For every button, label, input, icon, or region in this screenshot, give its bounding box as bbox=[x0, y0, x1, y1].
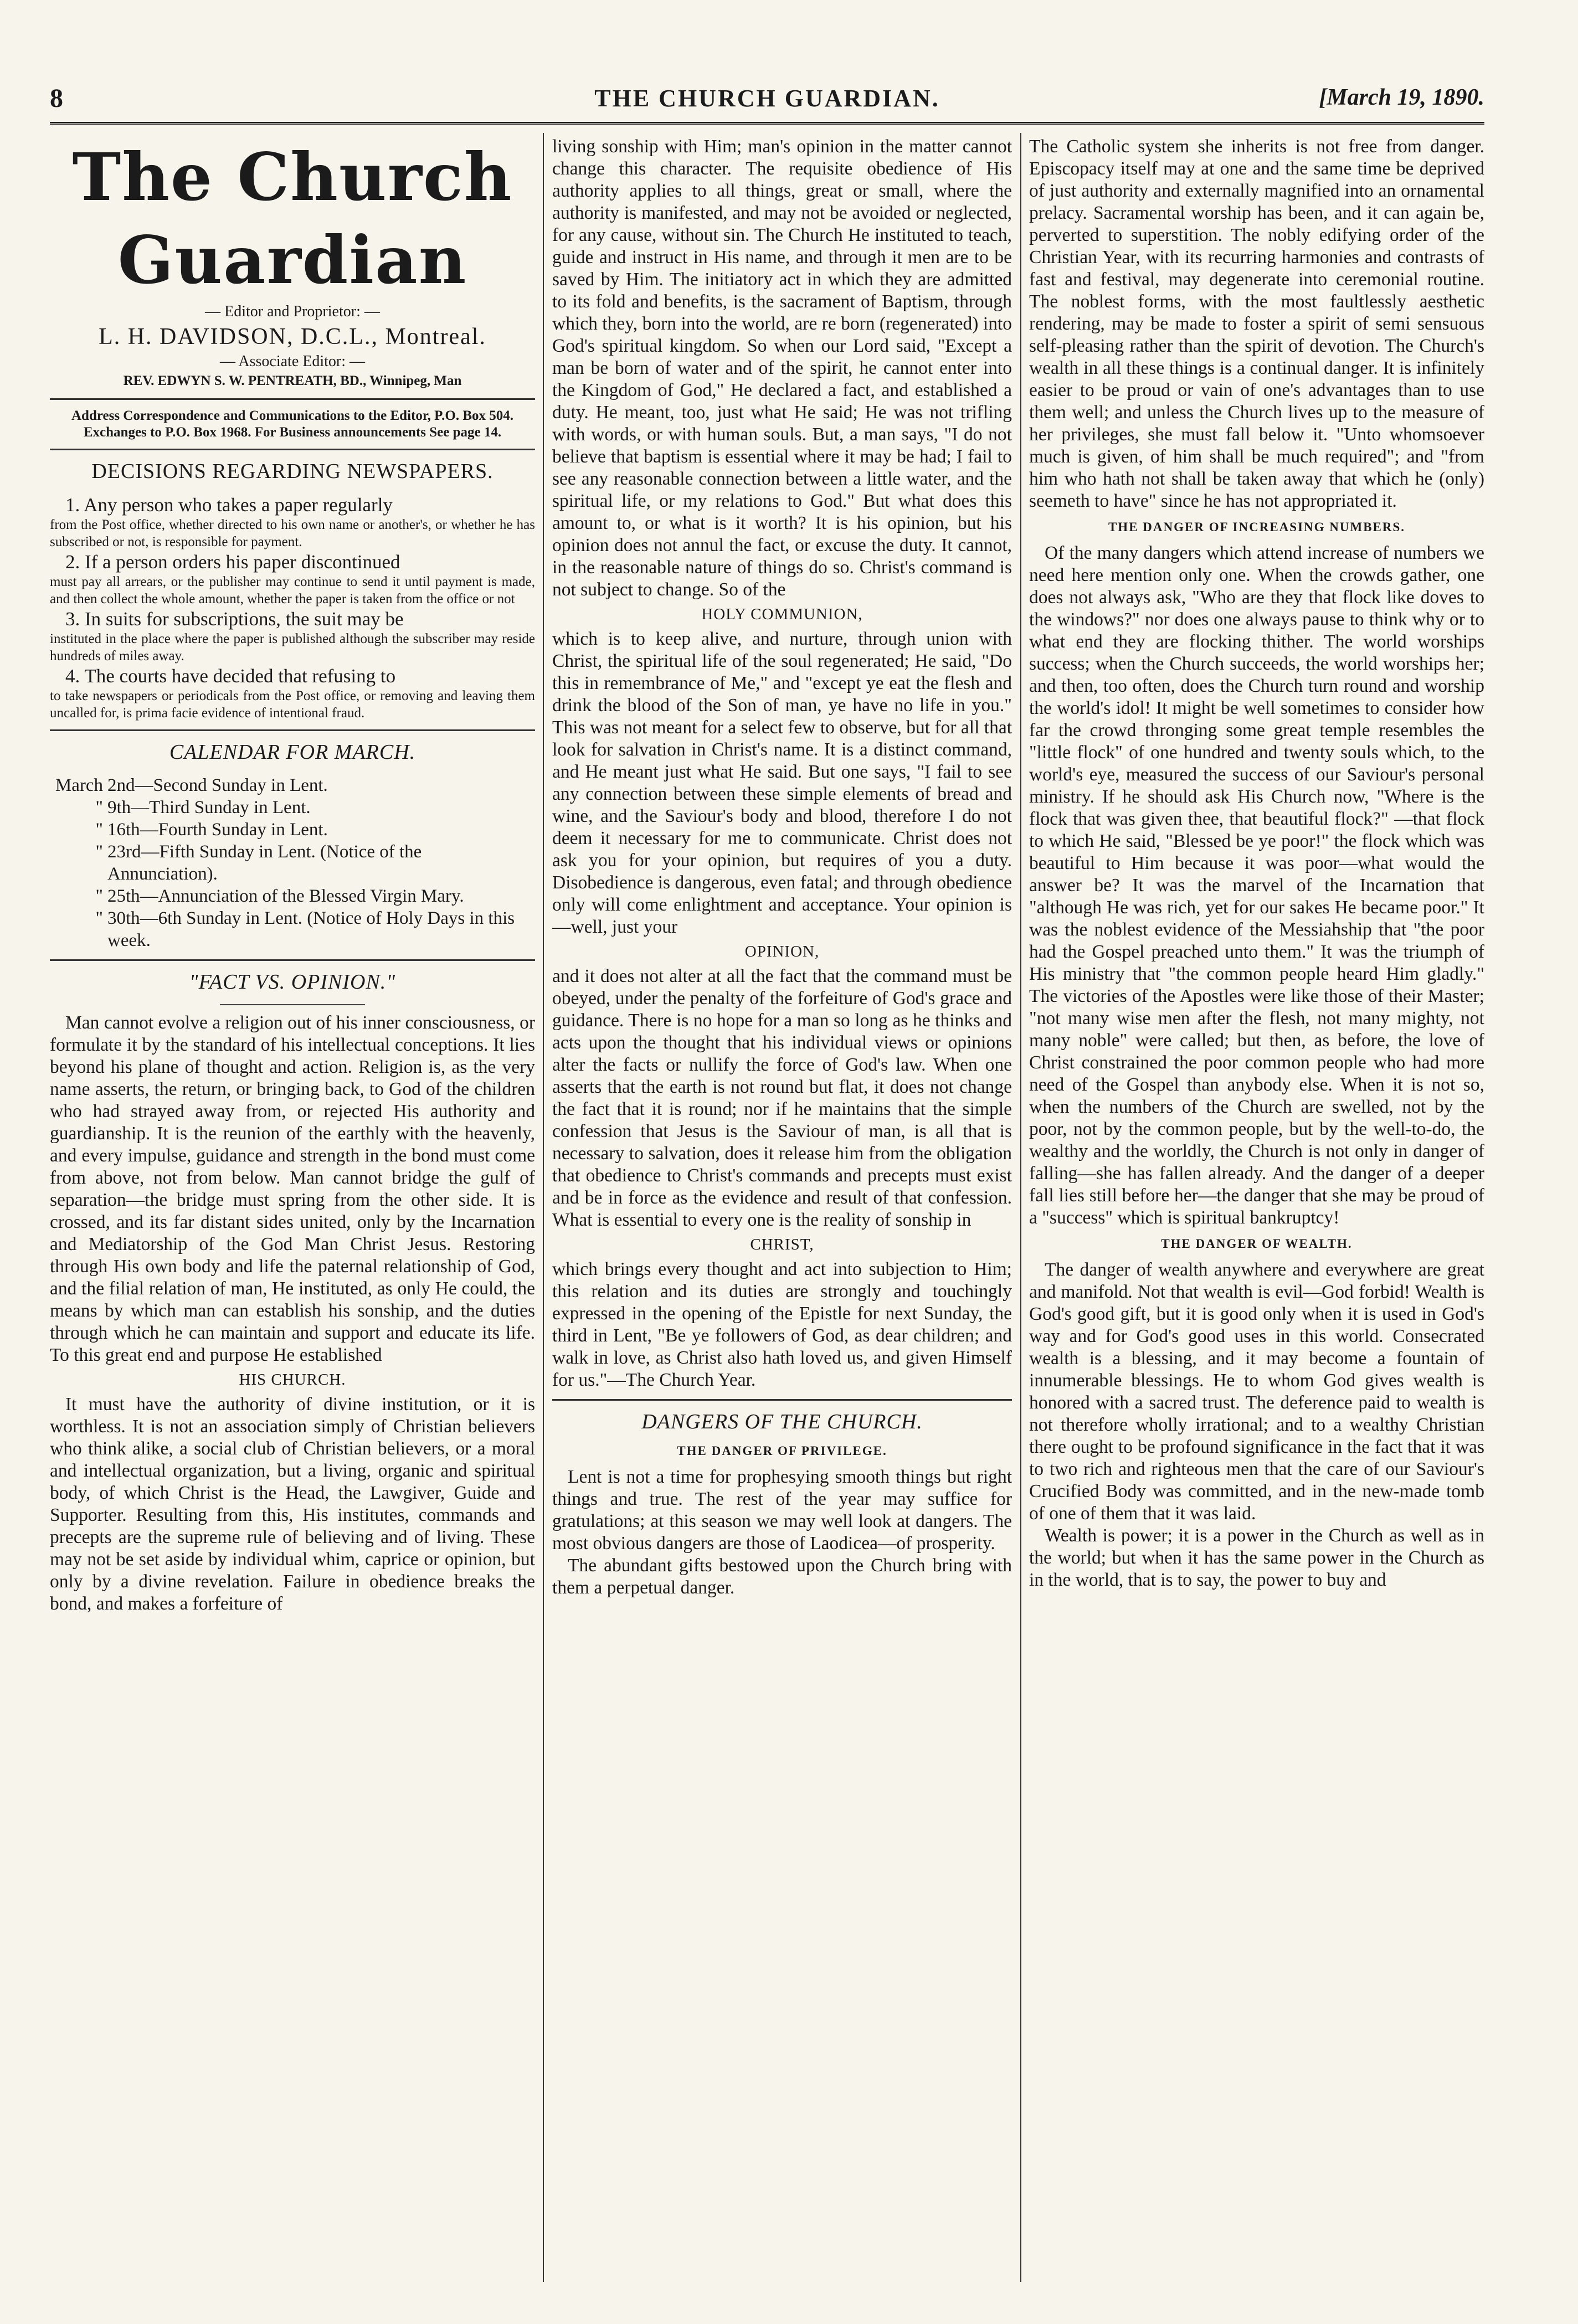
article-paragraph: The danger of wealth anywhere and everywhere are great and manifold. Not that wealth is evil—God forbid! Wealth is God's good gift, but it is good only when it is used in God's way and for God's good uses in this world. Consecrated wealth is a blessing, and it may become a fountain of innumerable blessings. He to whom God gives wealth is honored with a sacred trust. The deference paid to wealth is not therefore wholly irrational; and to a wealthy Christian there ought to be profound significance in the fact that it was to two rich and righteous men that the care of our Saviour's Crucified Body was committed, and in the new-made tomb of one of them that it was laid. bbox=[1029, 1259, 1484, 1524]
page-number: 8 bbox=[50, 84, 63, 113]
article-paragraph: which brings every thought and act into subjection to Him; this relation and its duties are strongly and touchingly expressed in the opening of the Epistle for next Sunday, the third in Lent, "Be ye followers of God, as dear children; and walk in love, as Christ also hath loved us, and given Himself for us."—The Church Year. bbox=[552, 1259, 1012, 1390]
decision-3-lead: 3. In suits for subscriptions, the suit may be bbox=[65, 608, 404, 630]
subheading-christ: CHRIST, bbox=[750, 1236, 814, 1253]
calendar-entry bbox=[50, 907, 535, 952]
decision-1-text: from the Post office, whether directed to his own name or another's, or whether he has subscribed or not, is responsible for payment. bbox=[50, 517, 535, 549]
decision-3-text: instituted in the place where the paper is published although the subscriber may reside hundreds of miles away. bbox=[50, 631, 535, 664]
calendar-month: " bbox=[95, 908, 103, 928]
article-paragraph: It must have the authority of divine institution, or it is worthless. It is not an association simply of Christian believers who think alike, a social club of Christian believers, or a moral and intellectual organization, but a living, organic and spiritual body, of which Christ is the Head, the Lawgiver, Guide and Supporter. Resulting from this, His institutes, commands and precepts are the supreme rule of believing and of living. These may not be set aside by individual whim, caprice or opinion, but only by a divine revelation. Failure in obedience breaks the bond, and makes a forfeiture of bbox=[50, 1394, 535, 1614]
calendar-month: " bbox=[95, 842, 103, 862]
decisions-heading: DECISIONS REGARDING NEWSPAPERS. bbox=[91, 460, 494, 483]
subheading-opinion: OPINION, bbox=[744, 943, 820, 960]
subheading-increasing-numbers: THE DANGER OF INCREASING NUMBERS. bbox=[1108, 520, 1406, 534]
page-header bbox=[50, 83, 1484, 125]
column-1 bbox=[50, 136, 535, 2279]
subheading-his-church: HIS CHURCH. bbox=[239, 1371, 346, 1389]
divider bbox=[50, 398, 535, 400]
divider bbox=[552, 1399, 1012, 1401]
calendar-text: 23rd—Fifth Sunday in Lent. (Notice of the Annunciation). bbox=[107, 842, 422, 884]
article-paragraph: and it does not alter at all the fact that the command must be obeyed, under the penalty of the forfeiture of God's grace and guidance. There is no hope for a man so long as he thinks and acts upon the thought that his individual views or opinions alter the facts or nullify the force of God's law. When one asserts that the earth is not round but flat, it does not change the fact that it is round; nor if he maintains that the simple confession that Jesus is the Saviour of man, is all that is necessary to salvation, does it release him from the obligation that obedience to Christ's commands and precepts must exist and be in force as the evidence and result of that confession. What is essential to every one is the reality of sonship in bbox=[552, 966, 1012, 1230]
article-paragraph: The abundant gifts bestowed upon the Church bring with them a perpetual danger. bbox=[552, 1555, 1012, 1598]
calendar-entry bbox=[50, 774, 535, 796]
associate-role: — Associate Editor: — bbox=[219, 353, 366, 370]
issue-date: [March 19, 1890. bbox=[1319, 85, 1484, 110]
divider bbox=[50, 959, 535, 961]
calendar-month: " bbox=[95, 820, 103, 840]
fact-vs-opinion-heading: "FACT VS. OPINION." bbox=[189, 970, 396, 994]
decision-2-lead: 2. If a person orders his paper discontinued bbox=[65, 551, 400, 573]
calendar-text: 25th—Annunciation of the Blessed Virgin Mary. bbox=[107, 886, 464, 906]
calendar-text: 30th—6th Sunday in Lent. (Notice of Holy Days in this week. bbox=[107, 908, 515, 950]
article-paragraph: Lent is not a time for prophesying smooth things but right things and true. The rest of the year may suffice for gratulations; at this season we may well look at dangers. The most obvious dangers are those of Laodicea—of prosperity. bbox=[552, 1467, 1012, 1554]
calendar-entry bbox=[50, 841, 535, 885]
calendar-entry bbox=[50, 819, 535, 841]
article-paragraph: The Catholic system she inherits is not free from danger. Episcopacy itself may at one and the same time be deprived of just authority and externally magnified into an ornamental prelacy. Sacramental worship has been, and it can again be, perverted to superstition. The nobly edifying order of the Christian Year, with its recurring harmonies and contrasts of fast and festival, may degenerate into ceremonial routine. The noblest forms, with the most faultlessly aesthetic rendering, may be made to foster a spirit of semi sensuous self-pleasing rather than the spirit of devotion. The Church's wealth in all these things is a continual danger. It is infinitely easier to be proud or vain of one's advantages than to use them well; and unless the Church lives up to the measure of her privileges, she must fall below it. "Unto whomsoever much is given, of him shall be much required"; and "from him who hath not shall be taken away that which he (only) seemeth to have" since he has not appropriated it. bbox=[1029, 136, 1484, 511]
running-title: THE CHURCH GUARDIAN. bbox=[594, 85, 940, 112]
decision-4-text: to take newspapers or periodicals from the Post office, or removing and leaving them uncalled for, is prima facie evidence of intentional fraud. bbox=[50, 688, 535, 721]
contact-address: Address Correspondence and Communications to the Editor, P.O. Box 504. Exchanges to P.O. Box 1968. For Business announcements See page 14. bbox=[71, 408, 513, 440]
subheading-wealth: THE DANGER OF WEALTH. bbox=[1161, 1237, 1353, 1251]
editor-role: — Editor and Proprietor: — bbox=[205, 303, 380, 320]
calendar-entry bbox=[50, 796, 535, 819]
divider bbox=[50, 729, 535, 731]
column-2 bbox=[552, 136, 1012, 2279]
calendar-month: March bbox=[55, 775, 103, 795]
associate-name: REV. EDWYN S. W. PENTREATH, BD., Winnipeg, Man bbox=[123, 373, 462, 388]
calendar-list bbox=[50, 774, 535, 952]
dangers-heading: DANGERS OF THE CHURCH. bbox=[641, 1410, 923, 1433]
article-paragraph: which is to keep alive, and nurture, through union with Christ, the spiritual life of the soul regenerated; He said, "Do this in remembrance of Me," and "except ye eat the flesh and drink the blood of the Son of man, ye have no life in you." This was not meant for a select few to observe, but for all that look for salvation in Christ's name. It is a distinct command, and He meant just what He said. But one says, "I fail to see any connection between these simple elements of bread and wine, and the Saviour's body and blood, therefore I do not deem it necessary for me to communicate. Christ does not ask you for your opinion, but requires of you a duty. Disobedience is dangerous, even fatal; and through obedience only will come enlightment and acceptance. Your opinion is—well, just your bbox=[552, 629, 1012, 937]
article-paragraph: Man cannot evolve a religion out of his inner consciousness, or formulate it by the standard of his intellectual conceptions. It lies beyond his plane of thought and action. Religion is, as the very name asserts, the return, or bringing back, to God of the children who had strayed away from, or rejected His authority and guardianship. It is the reunion of the earthly with the heavenly, and every impulse, guidance and strength in the bond must come from above, not from below. Man cannot bridge the gulf of separation—the bridge must spring from the other side. It is crossed, and its far distant sides united, only by the Incarnation and Mediatorship of the God Man Christ Jesus. Restoring through His own body and life the paternal relationship of God, and the filial relation of man, He instituted, as only He could, the means by which man can establish his sonship, and the duties through which he can maintain and support and educate its life. To this great end and purpose He established bbox=[50, 1012, 535, 1365]
article-paragraph: Of the many dangers which attend increase of numbers we need here mention only one. When the crowds gather, one does not always ask, "Who are they that flock like doves to the windows?" nor does one always pause to think why or to what end they are flocking thither. The world worships success; when the Church succeeds, the world worships her; and then, too often, does the Church turn round and worship the world's idol! It might be well sometimes to consider how far the crowd thronging some great temple resembles the "little flock" of one hundred and twenty souls which, to the world's eye, measured the success of our Saviour's personal ministry. If he should ask His Church now, "Where is the flock that was given thee, that beautiful flock?" —that flock to which He said, "Blessed be ye poor!" the flock which was beautiful to Him because it was poor—what would the answer be? It was the marvel of the Incarnation that "although He was rich, yet for our sakes He became poor." It was the noblest evidence of the Messiahship that "the poor had the Gospel preached unto them." It was the triumph of His ministry that "the common people heard Him gladly." The victories of the Apostles were like those of their Master; "not many wise men after the flesh, not many mighty, not many noble" were called; but then, as before, the love of Christ constrained the poor common people who had more need of the Gospel than anybody else. When it is not so, when the numbers of the Church are swelled, not by the poor, not by the common people, but by the well-to-do, the wealthy and the worldly, the Church is not only in danger of falling—she has fallen already. And the danger of a deeper fall lies still before her—the danger that she may be proud of a "success" which is spiritual bankruptcy! bbox=[1029, 543, 1484, 1228]
article-paragraph: Wealth is power; it is a power in the Church as well as in the world; but when it has the same power in the Church as in the world, that is to say, the power to buy and bbox=[1029, 1525, 1484, 1590]
masthead: The Church Guardian bbox=[72, 138, 513, 299]
divider bbox=[50, 449, 535, 450]
column-rule bbox=[1020, 133, 1021, 2282]
calendar-month: " bbox=[95, 886, 103, 906]
divider bbox=[220, 1004, 366, 1005]
decision-4-lead: 4. The courts have decided that refusing to bbox=[65, 665, 396, 687]
calendar-text: 9th—Third Sunday in Lent. bbox=[107, 798, 311, 817]
article-paragraph: living sonship with Him; man's opinion in the matter cannot change this character. The requisite obedience of His authority applies to all things, great or small, where the authority is manifested, and may not be avoided or neglected, for any cause, without sin. The Church He instituted to teach, guide and instruct in His name, and through it men are to be saved by Him. The initiatory act in which they are admitted to its fold and benefits, is the sacrament of Baptism, through which they, born into the world, are re born (regenerated) into God's spiritual kingdom. So when our Lord said, "Except a man be born of water and of the spirit, he cannot enter into the Kingdom of God," He declared a fact, and established a duty. He meant, too, just what He said; He was not trifling with words, or with human souls. But, a man says, "I do not believe that baptism is essential where it may be had; I fail to see any reasonable connection between a little water, and the spiritual life, or my relations to God." But what does this amount to, or what is it worth? It is his opinion, but his opinion does not annul the fact, or excuse the duty. It cannot, in the reasonable nature of things do so. Christ's command is not subject to change. So of the bbox=[552, 136, 1012, 600]
column-rule bbox=[543, 133, 544, 2282]
column-3 bbox=[1029, 136, 1484, 2279]
calendar-heading: CALENDAR FOR MARCH. bbox=[169, 741, 416, 764]
calendar-month: " bbox=[95, 798, 103, 817]
decision-2-text: must pay all arrears, or the publisher may continue to send it until payment is made, and then collect the whole amount, whether the paper is taken from the office or not bbox=[50, 574, 535, 606]
decision-1-lead: 1. Any person who takes a paper regularly bbox=[65, 494, 393, 516]
calendar-text: 2nd—Second Sunday in Lent. bbox=[107, 775, 328, 795]
subheading-holy-communion: HOLY COMMUNION, bbox=[701, 605, 863, 623]
calendar-text: 16th—Fourth Sunday in Lent. bbox=[107, 820, 328, 840]
subheading-danger-privilege: THE DANGER OF PRIVILEGE. bbox=[677, 1444, 887, 1458]
calendar-entry bbox=[50, 885, 535, 907]
editor-name: L. H. DAVIDSON, D.C.L., Montreal. bbox=[99, 324, 486, 349]
